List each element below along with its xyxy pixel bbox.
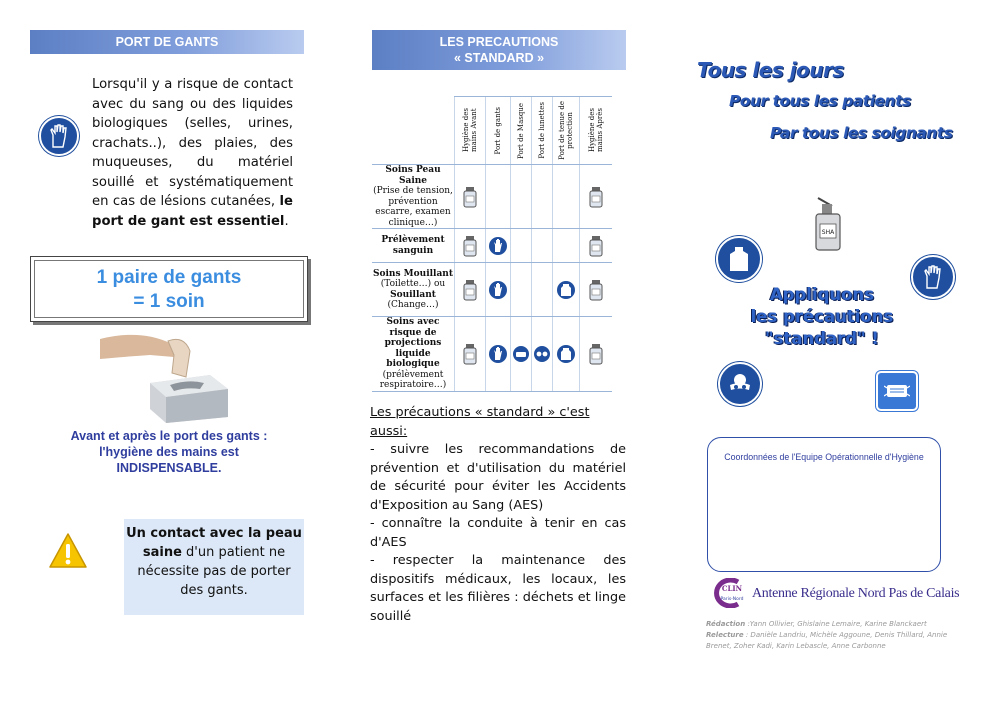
hand-rub-icon [455, 235, 485, 257]
also-title: Les précautions « standard » c'est aussi: [370, 405, 590, 439]
col-hand-hygiene-after: Hygiène des mains Après [588, 108, 604, 153]
one-pair-line1: 1 paire de gants [96, 267, 242, 288]
col-mask: Port de Masque [517, 102, 525, 159]
gloves-icon [486, 280, 510, 300]
hand-rub-icon [580, 186, 612, 208]
goggles-icon [718, 362, 762, 406]
tagline-2: Pour tous les patients [729, 92, 911, 110]
col-gloves: Port de gants [494, 106, 502, 155]
gloves-header-text: PORT DE GANTS [115, 35, 219, 49]
gloves-essential-bold: le port de gant est essentiel [92, 194, 293, 229]
tagline-3: Par tous les soignants [770, 124, 953, 142]
credits-redaction: Rédaction :Yann Ollivier, Ghislaine Lemaire, Karine Blanckaert [706, 620, 927, 628]
precautions-table-wrap [372, 96, 612, 392]
healthy-skin-note: Un contact avec la peau saine d'un patient ne nécessite pas de porter des gants. [124, 519, 304, 615]
gloves-header [30, 30, 304, 54]
goggles-icon [532, 345, 552, 363]
credits-relecture: Relecture : Danièle Landriu, Michèle Aggoune, Denis Thillard, Annie Brenet, Zoher Kadi, Karin Lebascle, Anne Carbonne [706, 631, 948, 650]
col-goggles: Port de lunettes [538, 102, 546, 159]
precautions-header-line1: LES PRECAUTIONS [439, 35, 559, 49]
precautions-header [372, 30, 626, 70]
sha-bottle-icon [812, 196, 846, 252]
precautions-table [372, 96, 612, 392]
col-hand-hygiene-before: Hygiène des mains Avant [462, 108, 478, 153]
mask-icon [511, 345, 531, 363]
gloves-icon [486, 236, 510, 256]
hand-rub-icon [580, 343, 612, 365]
glove-box-photo [100, 325, 240, 425]
hand-rub-icon [455, 279, 485, 301]
hand-rub-icon [455, 343, 485, 365]
gloves-icon [39, 116, 79, 156]
precautions-header-line2: « STANDARD » [453, 51, 545, 65]
table-row: Soins Mouillant (Toilette…) ou Souillant (Change…) [372, 263, 612, 317]
gown-icon [716, 236, 762, 282]
one-pair-box-inner [34, 260, 304, 318]
hand-hygiene-caption: Avant et après le port des gants : l'hygiène des mains est INDISPENSABLE. [70, 429, 268, 475]
apply-precautions-title: Appliquons les précautions "standard" ! [750, 285, 894, 348]
clin-logo-text: CLIN [721, 584, 743, 593]
clin-logo-sub: Paris-Nord [720, 597, 744, 602]
sha-label: SHA [821, 229, 835, 236]
credits [706, 619, 956, 652]
contact-label: Coordonnées de l'Equipe Opérationnelle d'Hygiène [724, 452, 924, 462]
gown-icon [553, 280, 579, 300]
also-bullet-2: - connaître la conduite à tenir en cas d'AES [370, 516, 626, 550]
one-pair-line2: = 1 soin [133, 291, 205, 312]
contact-box [707, 437, 941, 572]
mask-icon [876, 371, 918, 411]
table-row: Soins Peau Saine (Prise de tension, prévention escarre, examen clinique…) [372, 165, 612, 229]
gown-icon [553, 344, 579, 364]
clin-logo [708, 578, 752, 608]
warning-icon [48, 532, 88, 570]
healthy-skin-note-bold: Un contact avec la peau saine [126, 526, 302, 560]
table-row: Soins avec risque de projections liquide biologique (prélèvement respiratoire…) [372, 317, 612, 392]
table-row: Prélèvement sanguin [372, 229, 612, 263]
tagline-1: Tous les jours [697, 58, 844, 82]
also-bullet-1: - suivre les recommandations de prévention et d'utilisation du matériel de sécurité pour éviter les Accidents d'Exposition au Sang (AES) [370, 442, 626, 513]
gloves-icon [486, 344, 510, 364]
hand-rub-icon [580, 235, 612, 257]
col-gown: Port de tenue de protection [558, 101, 574, 160]
table-header-row [372, 97, 612, 165]
hand-rub-icon [455, 186, 485, 208]
antenne-title: Antenne Régionale Nord Pas de Calais [752, 586, 960, 601]
gloves-intro-text: Lorsqu'il y a risque de contact avec du sang ou des liquides biologiques (selles, urines, crachats..), des plaies, des muqueuses, du matériel souillé et systématiquement en cas de lésions cutanées, le port de gant est essentiel. [92, 77, 293, 229]
one-pair-box [30, 256, 308, 322]
also-section [370, 404, 626, 626]
hand-rub-icon [580, 279, 612, 301]
also-bullet-3: - respecter la maintenance des dispositifs médicaux, les locaux, les surfaces et les filières : déchets et linge souillé [370, 553, 626, 624]
